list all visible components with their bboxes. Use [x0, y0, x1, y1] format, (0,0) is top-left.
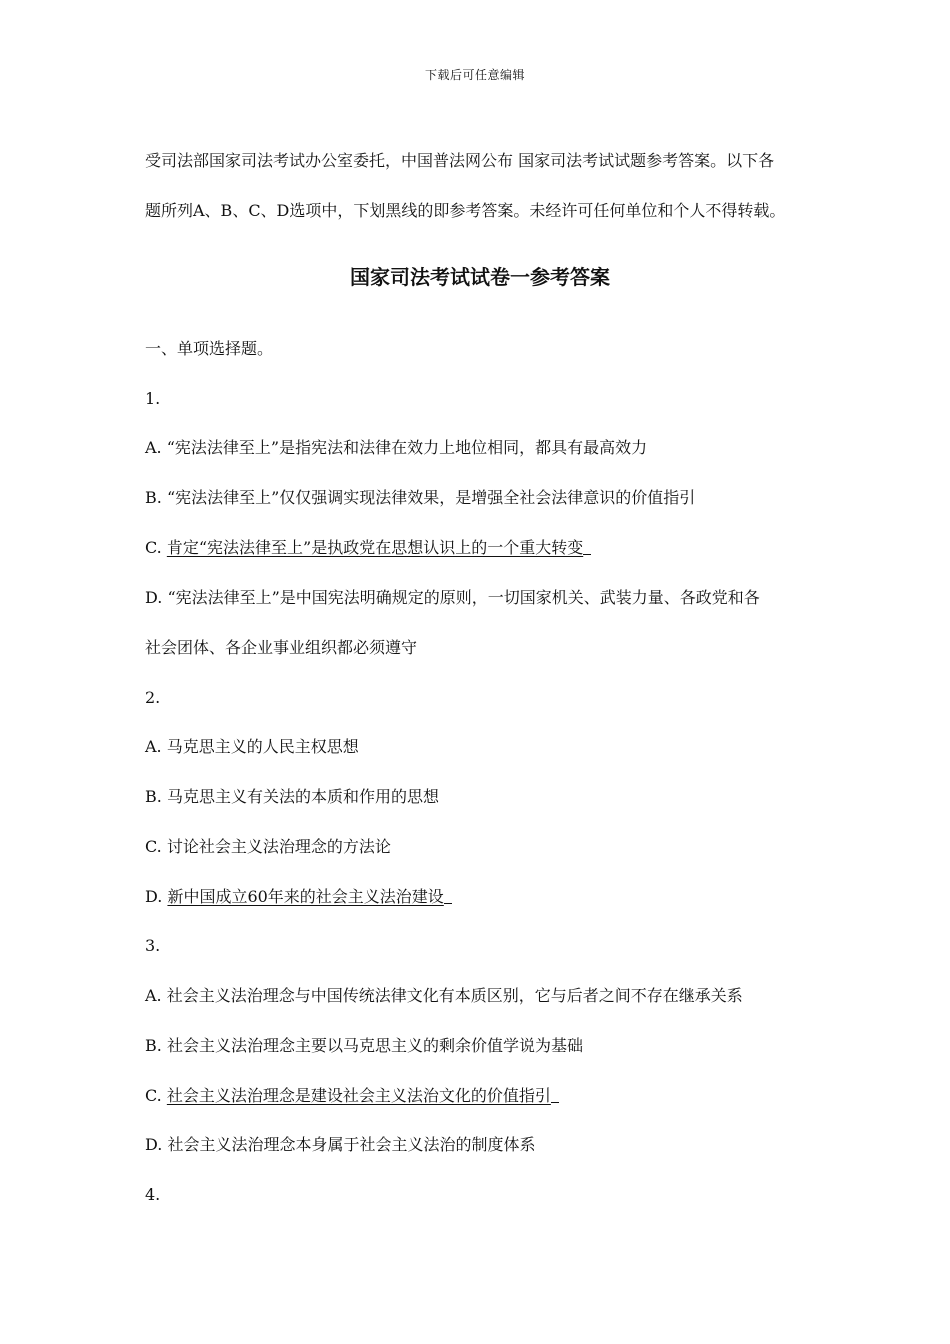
option-prefix: A.: [145, 986, 167, 1005]
intro-line-2: 题所列A、B、C、D选项中，下划黑线的即参考答案。未经许可任何单位和个人不得转载。: [145, 201, 786, 220]
question-number: 4.: [145, 1185, 161, 1204]
question-number: 1.: [145, 389, 161, 408]
option-prefix: C.: [145, 538, 167, 557]
option-3a: [145, 986, 743, 1006]
option-1b: [145, 488, 695, 508]
option-text: 社会主义法治理念主要以马克思主义的剩余价值学说为基础: [166, 1036, 583, 1055]
underline-pad: [551, 1088, 559, 1103]
intro-line-1: 受司法部国家司法考试办公室委托，中国普法网公布 国家司法考试试题参考答案。以下各: [145, 151, 775, 170]
option-3c-answer: [145, 1086, 559, 1106]
option-prefix: B.: [145, 787, 167, 806]
option-2b: [145, 787, 439, 807]
page-header: 下载后可任意编辑: [424, 68, 525, 82]
option-text: 讨论社会主义法治理念的方法论: [166, 837, 391, 856]
option-prefix: D.: [145, 887, 168, 906]
answer-text: 肯定“宪法法律至上”是执政党在思想认识上的一个重大转变: [166, 538, 584, 557]
option-text: 社会主义法治理念本身属于社会主义法治的制度体系: [167, 1135, 536, 1154]
option-prefix: B.: [145, 488, 167, 507]
option-3b: [145, 1036, 583, 1056]
option-text: 马克思主义的人民主权思想: [166, 737, 359, 756]
option-3d: [145, 1135, 535, 1155]
underline-pad: [583, 540, 591, 555]
question-number: 3.: [145, 936, 161, 955]
option-prefix: B.: [145, 1036, 167, 1055]
underline-pad: [444, 889, 452, 904]
document-title: 国家司法考试试卷一参考答案: [350, 265, 610, 289]
option-2d-answer: [145, 887, 452, 907]
answer-text: 新中国成立60年来的社会主义法治建设: [167, 887, 444, 906]
option-text: “宪法法律至上”仅仅强调实现法律效果，是增强全社会法律意识的价值指引: [166, 488, 696, 507]
option-1d-continuation: 社会团体、各企业事业组织都必须遵守: [145, 638, 418, 657]
option-prefix: C.: [145, 837, 167, 856]
option-1d: [145, 588, 760, 608]
option-1c-answer: [145, 538, 591, 558]
option-2a: [145, 737, 359, 757]
option-prefix: C.: [145, 1086, 167, 1105]
answer-text: 社会主义法治理念是建设社会主义法治文化的价值指引: [166, 1086, 551, 1105]
option-text: “宪法法律至上”是中国宪法明确规定的原则，一切国家机关、武装力量、各政党和各: [167, 588, 760, 607]
option-2c: [145, 837, 391, 857]
option-prefix: D.: [145, 1135, 168, 1154]
option-prefix: A.: [145, 438, 167, 457]
section-heading: 一、单项选择题。: [145, 339, 274, 358]
option-1a: [145, 438, 647, 458]
option-text: 马克思主义有关法的本质和作用的思想: [166, 787, 439, 806]
question-number: 2.: [145, 688, 161, 707]
option-prefix: A.: [145, 737, 167, 756]
option-text: “宪法法律至上”是指宪法和法律在效力上地位相同，都具有最高效力: [166, 438, 648, 457]
option-prefix: D.: [145, 588, 168, 607]
option-text: 社会主义法治理念与中国传统法律文化有本质区别，它与后者之间不存在继承关系: [166, 986, 743, 1005]
